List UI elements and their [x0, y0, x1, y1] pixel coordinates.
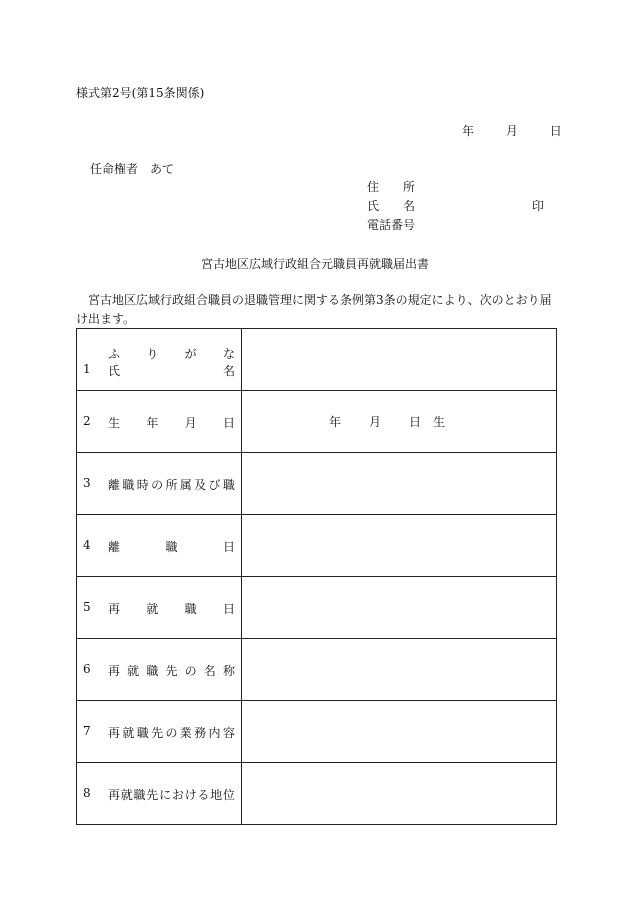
row-label: 生 年 月 日	[108, 416, 235, 430]
date-line	[462, 122, 562, 139]
row-number: 2	[83, 414, 91, 428]
form-row	[77, 515, 557, 577]
form-row	[77, 701, 557, 763]
row-number: 3	[83, 476, 91, 490]
form-row	[77, 453, 557, 515]
row-value-cell[interactable]	[242, 453, 557, 515]
row-number: 5	[83, 600, 91, 614]
addressee: 任命権者 あて	[90, 162, 175, 176]
row-number: 7	[83, 724, 91, 738]
phone-row	[367, 216, 547, 235]
form-number: 様式第2号(第15条関係)	[76, 86, 205, 100]
row-label: 再 就 職 先 の 名 称	[108, 664, 235, 678]
form-table	[76, 328, 557, 825]
form-row	[77, 391, 557, 453]
row-label: 離 職 時 の 所 属 及 び 職	[108, 478, 235, 492]
row-value-cell[interactable]	[242, 577, 557, 639]
birthdate-value: 年 月 日 生	[328, 415, 446, 429]
form-row	[77, 639, 557, 701]
row-label-cell	[77, 515, 242, 577]
form-row	[77, 329, 557, 391]
row-label: 再 就 職 先 に お け る 地 位	[108, 788, 235, 802]
row-label-cell	[77, 453, 242, 515]
form-row	[77, 577, 557, 639]
seal-mark: 印	[532, 199, 545, 213]
address-row	[367, 178, 547, 197]
date-year: 年	[462, 124, 475, 138]
row-label: 再 就 職 日	[108, 602, 235, 616]
row-label-cell	[77, 329, 242, 391]
row-number: 4	[83, 538, 91, 552]
row-number: 6	[83, 662, 91, 676]
row-number: 1	[83, 362, 91, 376]
row-label: 再 就 職 先 の 業 務 内 容	[108, 726, 235, 740]
row-label-cell	[77, 763, 242, 825]
row-value-cell[interactable]	[242, 701, 557, 763]
row-label-cell	[77, 391, 242, 453]
address-label: 住 所	[367, 180, 416, 194]
applicant-block	[367, 178, 547, 235]
row-value-cell[interactable]	[242, 329, 557, 391]
row-label: 氏 名	[108, 364, 235, 378]
date-day: 日	[549, 124, 562, 138]
row-label-cell	[77, 701, 242, 763]
furigana-label: ふ り が な	[108, 347, 235, 361]
row-number: 8	[83, 786, 91, 800]
date-month: 月	[505, 124, 518, 138]
name-label: 氏 名	[367, 199, 416, 213]
row-value-cell[interactable]	[242, 515, 557, 577]
row-label: 離 職 日	[108, 540, 235, 554]
document-title: 宮古地区広域行政組合元職員再就職届出書	[200, 257, 429, 271]
row-value-cell[interactable]	[242, 391, 557, 453]
row-label-cell	[77, 639, 242, 701]
body-text: 宮古地区広域行政組合職員の退職管理に関する条例第3条の規定により、次のとおり届け出ます。	[76, 293, 552, 326]
row-label-cell	[77, 577, 242, 639]
form-row	[77, 763, 557, 825]
name-row	[367, 197, 547, 216]
row-value-cell[interactable]	[242, 763, 557, 825]
phone-label: 電話番号	[367, 218, 416, 232]
row-value-cell[interactable]	[242, 639, 557, 701]
